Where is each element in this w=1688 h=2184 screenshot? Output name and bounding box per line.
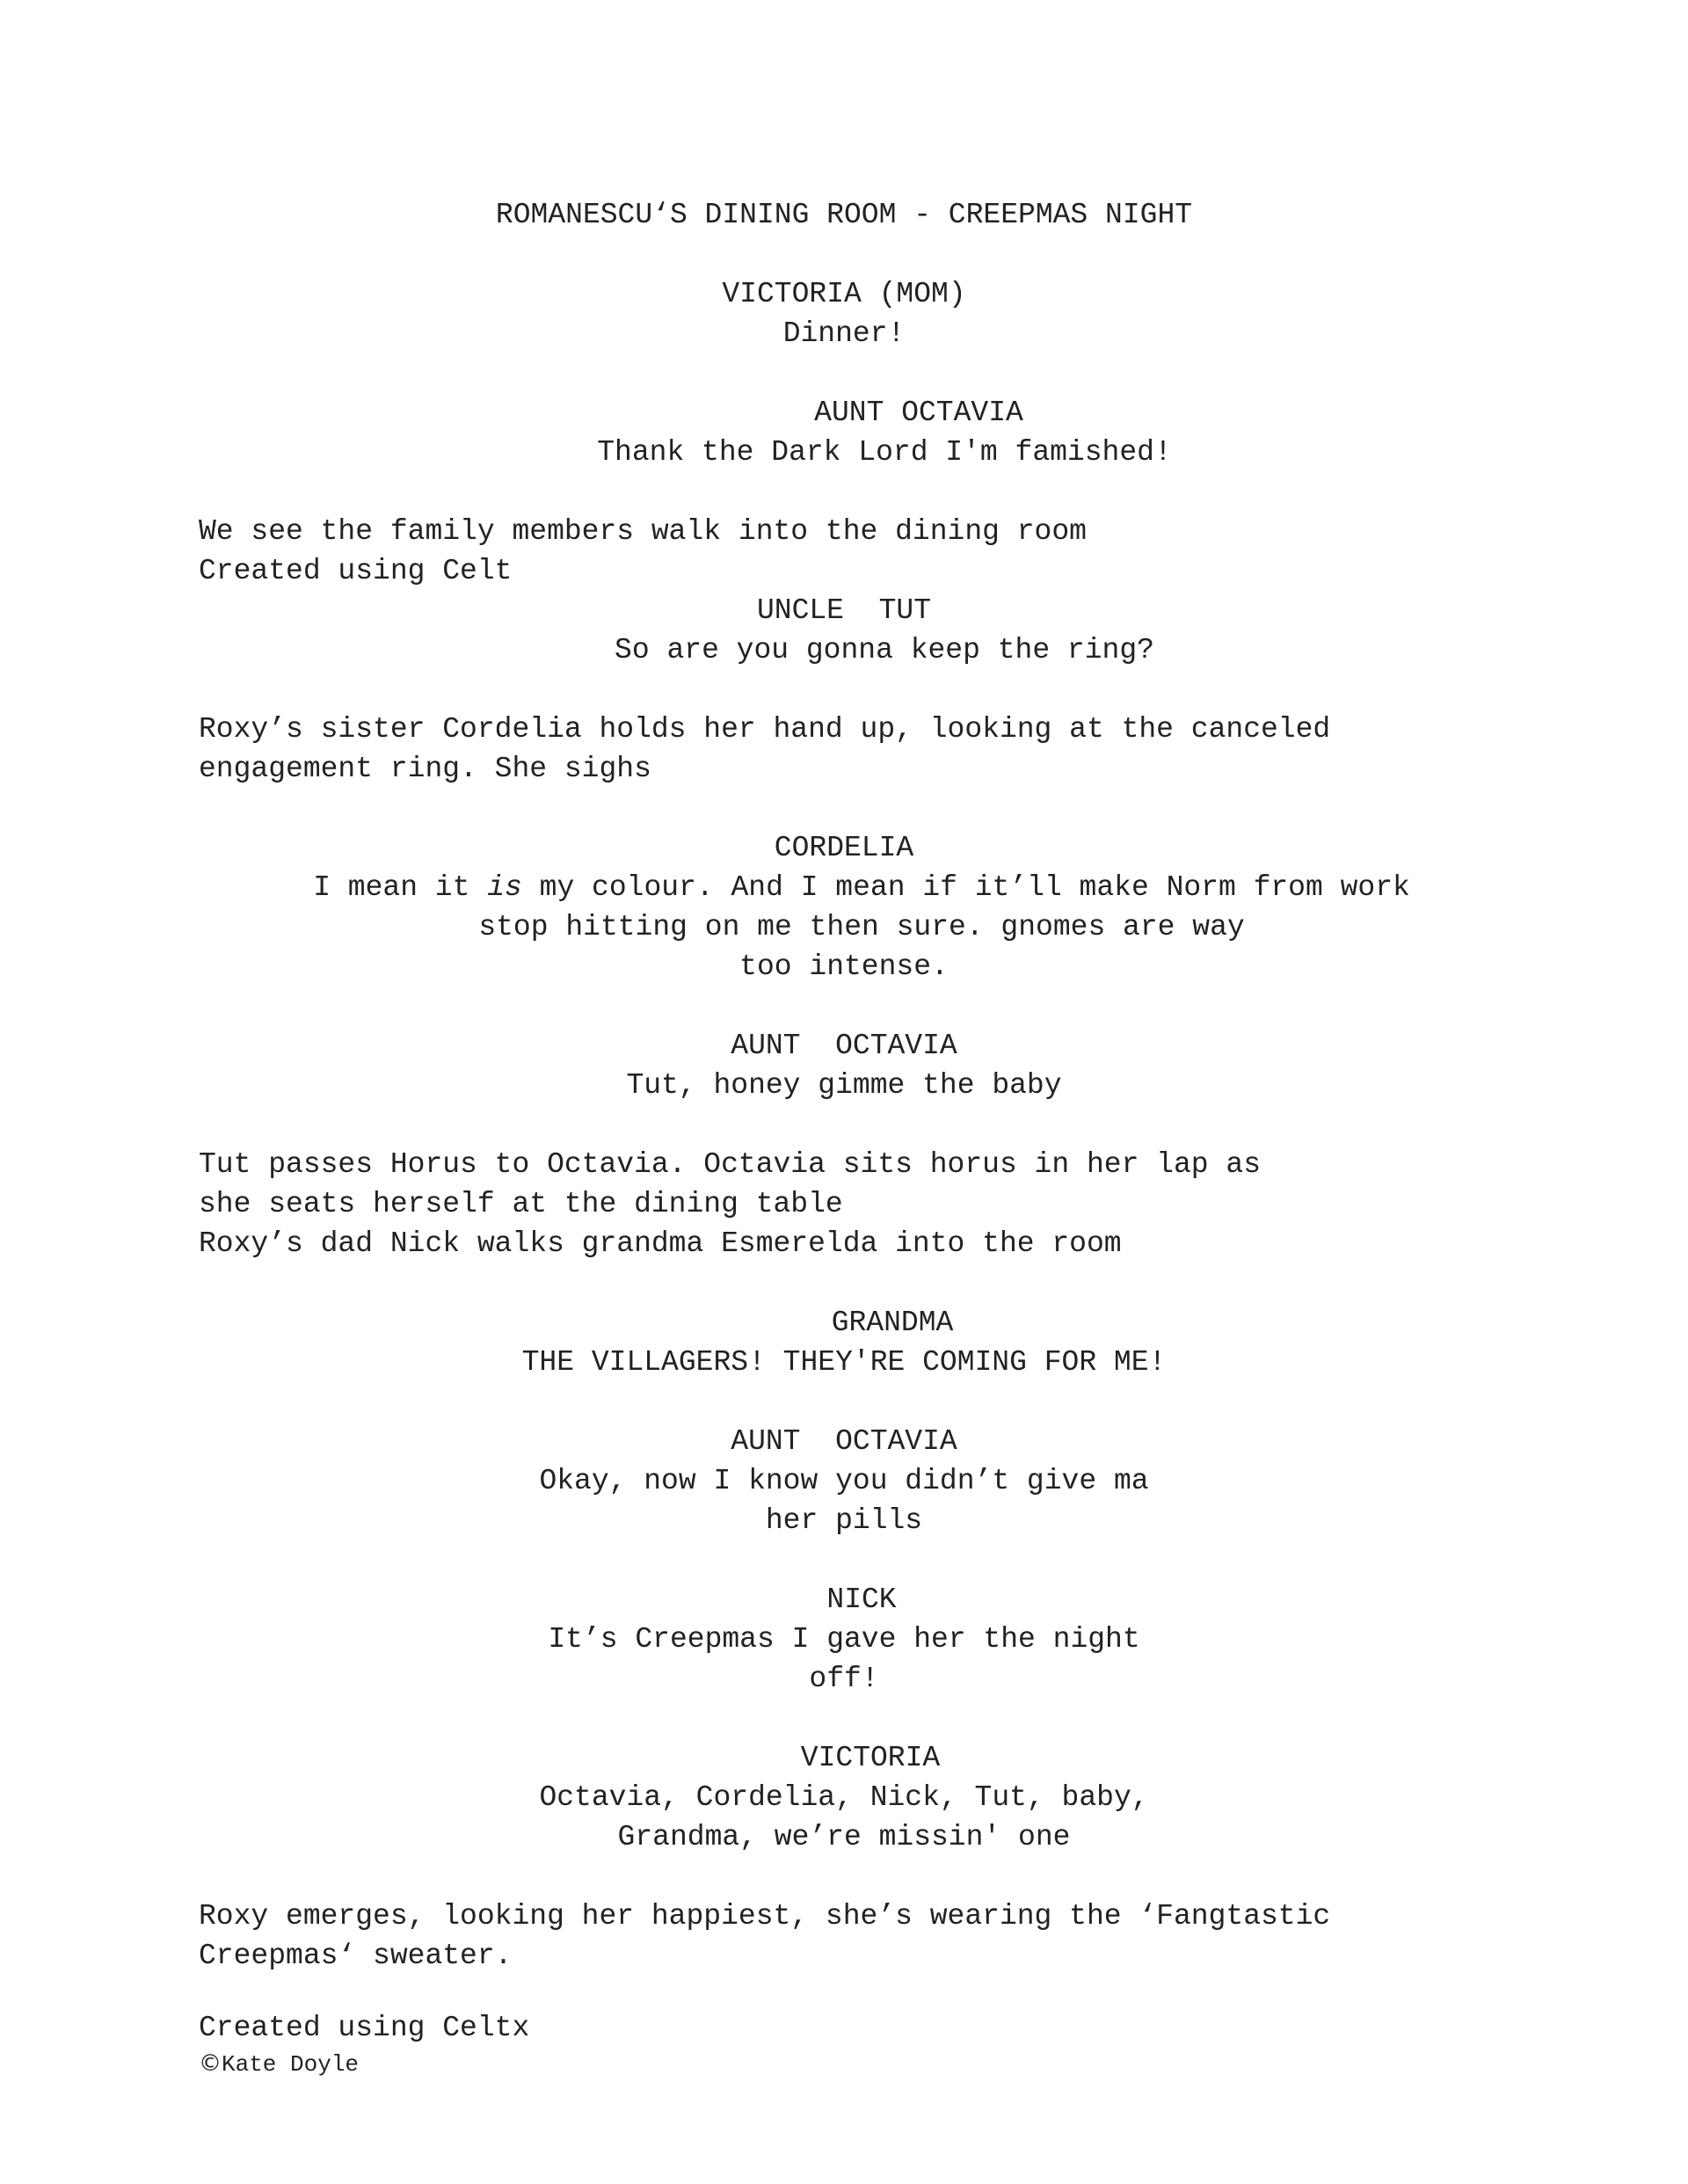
- dialogue-line: So are you gonna keep the ring?: [615, 634, 1154, 666]
- action-line: Created using Celt: [199, 555, 513, 587]
- emphasis-text: is: [487, 871, 522, 904]
- action-line: engagement ring. She sighs: [199, 753, 651, 785]
- action-line: Roxy’s sister Cordelia holds her hand up, looking at the canceled: [199, 713, 1331, 746]
- character-name: VICTORIA: [800, 1742, 941, 1774]
- action-line: We see the family members walk into the dining room: [199, 515, 1087, 548]
- dialogue-line: Thank the Dark Lord I'm famished!: [597, 436, 1172, 469]
- dialogue-line: THE VILLAGERS! THEY'RE COMING FOR ME!: [521, 1346, 1167, 1379]
- action-line: Roxy’s dad Nick walks grandma Esmerelda into the room: [199, 1227, 1122, 1260]
- scene-heading: ROMANESCU‘S DINING ROOM - CREEPMAS NIGHT: [495, 199, 1193, 231]
- dialogue-text: I mean it: [313, 871, 488, 904]
- character-name: VICTORIA (MOM): [722, 278, 966, 310]
- dialogue-line: [229, 868, 1495, 907]
- dialogue-line: Dinner!: [782, 317, 906, 350]
- character-name: AUNT OCTAVIA: [731, 1030, 957, 1062]
- action-line: Roxy emerges, looking her happiest, she’s wearing the ‘Fangtastic: [199, 1900, 1331, 1933]
- dialogue-line: Okay, now I know you didn’t give ma: [539, 1465, 1149, 1497]
- character-name: UNCLE TUT: [756, 594, 932, 627]
- dialogue-line: Grandma, we’re missin' one: [617, 1821, 1071, 1853]
- copyright-name: Kate Doyle: [222, 2051, 360, 2078]
- copyright-notice: [199, 2049, 359, 2079]
- dialogue-line: stop hitting on me then sure. gnomes are way: [478, 911, 1245, 943]
- copyright-icon: ©: [199, 2050, 222, 2077]
- dialogue-line: Octavia, Cordelia, Nick, Tut, baby,: [539, 1781, 1149, 1814]
- character-name: AUNT OCTAVIA: [731, 1425, 957, 1458]
- character-name: CORDELIA: [774, 832, 914, 864]
- action-line: she seats herself at the dining table: [199, 1188, 843, 1220]
- created-using-footer: Created using Celtx: [199, 2012, 530, 2044]
- dialogue-line: It’s Creepmas I gave her the night: [548, 1623, 1140, 1656]
- dialogue-text: my colour. And I mean if it’ll make Norm from work: [521, 871, 1410, 904]
- action-line: Creepmas‘ sweater.: [199, 1940, 513, 1972]
- dialogue-line: too intense.: [739, 950, 949, 983]
- dialogue-line: Tut, honey gimme the baby: [626, 1069, 1062, 1102]
- action-line: Tut passes Horus to Octavia. Octavia sits horus in her lap as: [199, 1148, 1261, 1181]
- character-name: GRANDMA: [831, 1307, 954, 1339]
- character-name: AUNT OCTAVIA: [814, 397, 1023, 429]
- dialogue-line: her pills: [765, 1504, 923, 1537]
- dialogue-line: off!: [809, 1663, 879, 1695]
- character-name: NICK: [826, 1583, 897, 1616]
